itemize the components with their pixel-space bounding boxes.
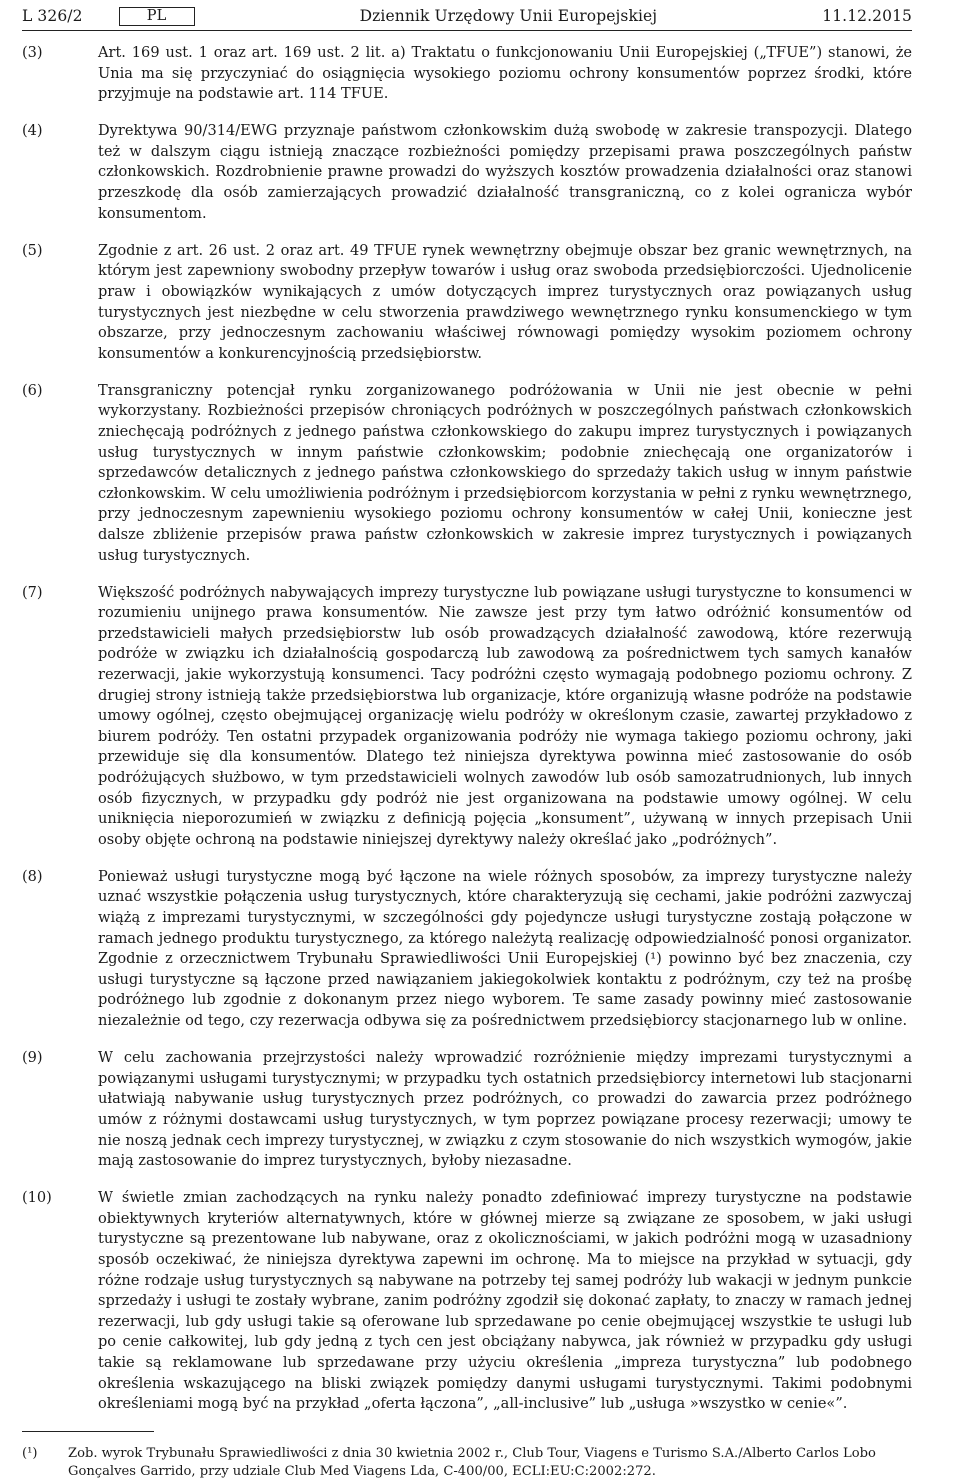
page-header <box>22 6 912 26</box>
recital <box>22 121 912 224</box>
recital-number: (5) <box>22 241 43 259</box>
recital <box>22 381 912 566</box>
footnote-divider <box>22 1431 154 1432</box>
recital-text: Większość podróżnych nabywających imprezy turystyczne lub powiązane usługi turystyczne to konsumenci w rozumieniu unijnego prawa konsumentów. Nie zawsze jest przy tym łatwo odróżnić konsumentów od przedstawicieli małych przedsiębiorstw lub osób prowadzących działalność zawodową, które rezerwują podróże w związku ich działalnością gospodarczą lub zawodową za pośrednictwem tych samych kanałów rezerwacji, jakie wykorzystują konsumenci. Tacy podróżni często wymagają podobnego poziomu ochrony. Z drugiej strony istnieją także przedsiębiorstwa lub organizacje, które organizują własne podróże na podstawie umowy ogólnej, często obejmującej organizację wielu podróży w określonym czasie, zawartej przykładowo z biurem podróży. Ten ostatni przypadek organizowania podróży nie wymaga takiego poziomu ochrony, jaki przewiduje się dla konsumentów. Dlatego też niniejsza dyrektywa powinna mieć zastosowanie do osób podróżujących służbowo, w tym przedstawicieli wolnych zawodów lub osób samozatrudnionych, lub innych osób fizycznych, w przypadku gdy podróż nie jest organizowana na podstawie umowy ogólnej. W celu uniknięcia nieporozumień w związku z definicją pojęcia „konsument”, używaną w innych przepisach Unii osoby objęte ochroną na podstawie niniejszej dyrektywy należy określać jako „podróżnych”. <box>98 583 912 848</box>
recital-text: Art. 169 ust. 1 oraz art. 169 ust. 2 lit. a) Traktatu o funkcjonowaniu Unii Europejskiej („TFUE”) stanowi, że Unia ma się przyczyniać do osiągnięcia wysokiego poziomu ochrony konsumentów poprzez środki, które przyjmuje na podstawie art. 114 TFUE. <box>98 44 912 103</box>
recital-text: Transgraniczny potencjał rynku zorganizowanego podróżowania w Unii nie jest obecnie w pełni wykorzystany. Rozbieżności przepisów chroniących podróżnych w poszczególnych państwach członkowskich zniechęcają podróżnych z jednego państwa członkowskiego do zakupu imprez turystycznych i powiązanych usług turystycznych w innym państwie członkowskim; podobnie zniechęcają one organizatorów i sprzedawców detalicznych z jednego państwa członkowskiego do sprzedaży takich usług w innym państwie członkowskim. W celu umożliwienia podróżnym i przedsiębiorcom korzystania w pełni z rynku wewnętrznego, przy jednoczesnym zapewnieniu wysokiego poziomu ochrony konsumentów w całej Unii, konieczne jest dalsze zbliżenie przepisów prawa państw członkowskich w zakresie imprez turystycznych i powiązanych usług turystycznych. <box>98 381 912 564</box>
recital-number: (8) <box>22 867 43 885</box>
language-code: PL <box>119 7 195 26</box>
recital-number: (6) <box>22 381 43 399</box>
recital-number: (4) <box>22 122 43 140</box>
document-page <box>0 6 960 1479</box>
recital-text: W świetle zmian zachodzących na rynku należy ponadto zdefiniować imprezy turystyczne na podstawie obiektywnych kryteriów alternatywnych, które w głównej mierze są związane ze sposobem, w jaki usługi turystyczne są prezentowane lub nabywane, oraz z okolicznościami, w jakich podróżni mogą w uzasadniony sposób oczekiwać, że niniejsza dyrektywa zapewni im ochronę. Ma to miejsce na przykład w sytuacji, gdy różne rodzaje usług turystycznych są nabywane na potrzeby tej samej podróży lub wakacji w jednym punkcie sprzedaży i usługi te zostały wybrane, zanim podróżny zgodził się dokonać zapłaty, to znaczy w ramach jednej rezerwacji, lub gdy usługi takie są oferowane lub sprzedawane po cenie obejmującej wszystkie te usługi lub po cenie całkowitej, lub gdy jedną z tych cen jest obciążany nabywca, jak również w przypadku gdy usługi takie są reklamowane lub sprzedawane przy użyciu określenia „impreza turystyczna” lub podobnego określenia wskazującego na bliski związek pomiędzy danymi usługami turystycznymi. Takimi podobnymi określeniami mogą być na przykład „oferta łączona”, „all-inclusive” lub „usługa »wszystko w cenie«”. <box>98 1189 912 1413</box>
recital <box>22 241 912 365</box>
recitals-list <box>22 43 912 1415</box>
header-divider <box>22 30 912 31</box>
recital-text: Dyrektywa 90/314/EWG przyznaje państwom członkowskim dużą swobodę w zakresie transpozycji. Dlatego też w dalszym ciągu istnieją znaczące rozbieżności pomiędzy przepisami prawa poszczególnych państw członkowskich. Rozdrobnienie prawne prowadzi do wyższych kosztów prowadzenia działalności oraz stanowi przeszkodę dla osób zamierzających prowadzić działalność transgraniczną, co z kolei ogranicza wybór konsumentom. <box>98 122 912 222</box>
publication-date: 11.12.2015 <box>822 7 912 25</box>
recital-number: (9) <box>22 1049 43 1067</box>
footnote <box>22 1445 912 1480</box>
footnote-text: Zob. wyrok Trybunału Sprawiedliwości z dnia 30 kwietnia 2002 r., Club Tour, Viagens e Turismo S.A./Alberto Carlos Lobo Gonçalves Garrido, przy udziale Club Med Viagens Lda, C-400/00, ECLI:EU:C:2002:272. <box>68 1446 876 1479</box>
recital <box>22 1188 912 1415</box>
footnote-number: (¹) <box>22 1446 38 1462</box>
recital <box>22 43 912 105</box>
journal-title: Dziennik Urzędowy Unii Europejskiej <box>359 7 658 25</box>
page-reference: L 326/2 <box>22 7 83 25</box>
recital-text: Ponieważ usługi turystyczne mogą być łączone na wiele różnych sposobów, za imprezy turystyczne należy uznać wszystkie połączenia usług turystycznych, które charakteryzują się cechami, jakie podróżni zazwyczaj wiążą z imprezami turystycznymi, w szczególności gdy pojedyncze usługi turystyczne zostają połączone w ramach jednego produktu turystycznego, za którego należytą realizację odpowiedzialność ponosi organizator. Zgodnie z orzecznictwem Trybunału Sprawiedliwości Unii Europejskiej (¹) powinno być bez znaczenia, czy usługi turystyczne są łączone przed nawiązaniem jakiegokolwiek kontaktu z podróżnym, czy też na prośbę podróżnego lub zgodnie z dokonanym przez niego wyborem. Te same zasady powinny mieć zastosowanie niezależnie od tego, czy rezerwacja odbywa się za pośrednictwem przedsiębiorcy stacjonarnego lub w online. <box>98 867 912 1030</box>
recital-text: Zgodnie z art. 26 ust. 2 oraz art. 49 TFUE rynek wewnętrzny obejmuje obszar bez granic wewnętrznych, na którym jest zapewniony swobodny przepływ towarów i usług oraz swoboda przedsiębiorczości. Ujednolicenie praw i obowiązków wynikających z umów dotyczących imprez turystycznych oraz powiązanych usług turystycznych jest niezbędne w celu stworzenia prawdziwego wewnętrznego rynku konsumenckiego w tym obszarze, przy jednoczesnym zachowaniu właściwej równowagi pomiędzy wysokim poziomem ochrony konsumentów a konkurencyjnością przedsiębiorstw. <box>98 241 912 362</box>
recital-number: (7) <box>22 583 43 601</box>
recital <box>22 583 912 851</box>
recital-number: (3) <box>22 44 43 61</box>
recital-number: (10) <box>22 1189 52 1207</box>
recital <box>22 1048 912 1172</box>
recital-text: W celu zachowania przejrzystości należy wprowadzić rozróżnienie między imprezami turystycznymi a powiązanymi usługami turystycznymi; w przypadku tych ostatnich przedsiębiorcy internetowi lub stacjonarni ułatwiają nabywanie usług turystycznych przez podróżnych, co prowadzi do zawarcia przez podróżnego umów z różnymi dostawcami usług turystycznych, w tym poprzez powiązane procesy rezerwacji; umowy te nie noszą jednak cech imprezy turystycznej, w związku z czym stosowanie do nich wszystkich wymogów, jakie mają zastosowanie do imprez turystycznych, byłoby niezasadne. <box>98 1049 912 1170</box>
recital <box>22 867 912 1032</box>
